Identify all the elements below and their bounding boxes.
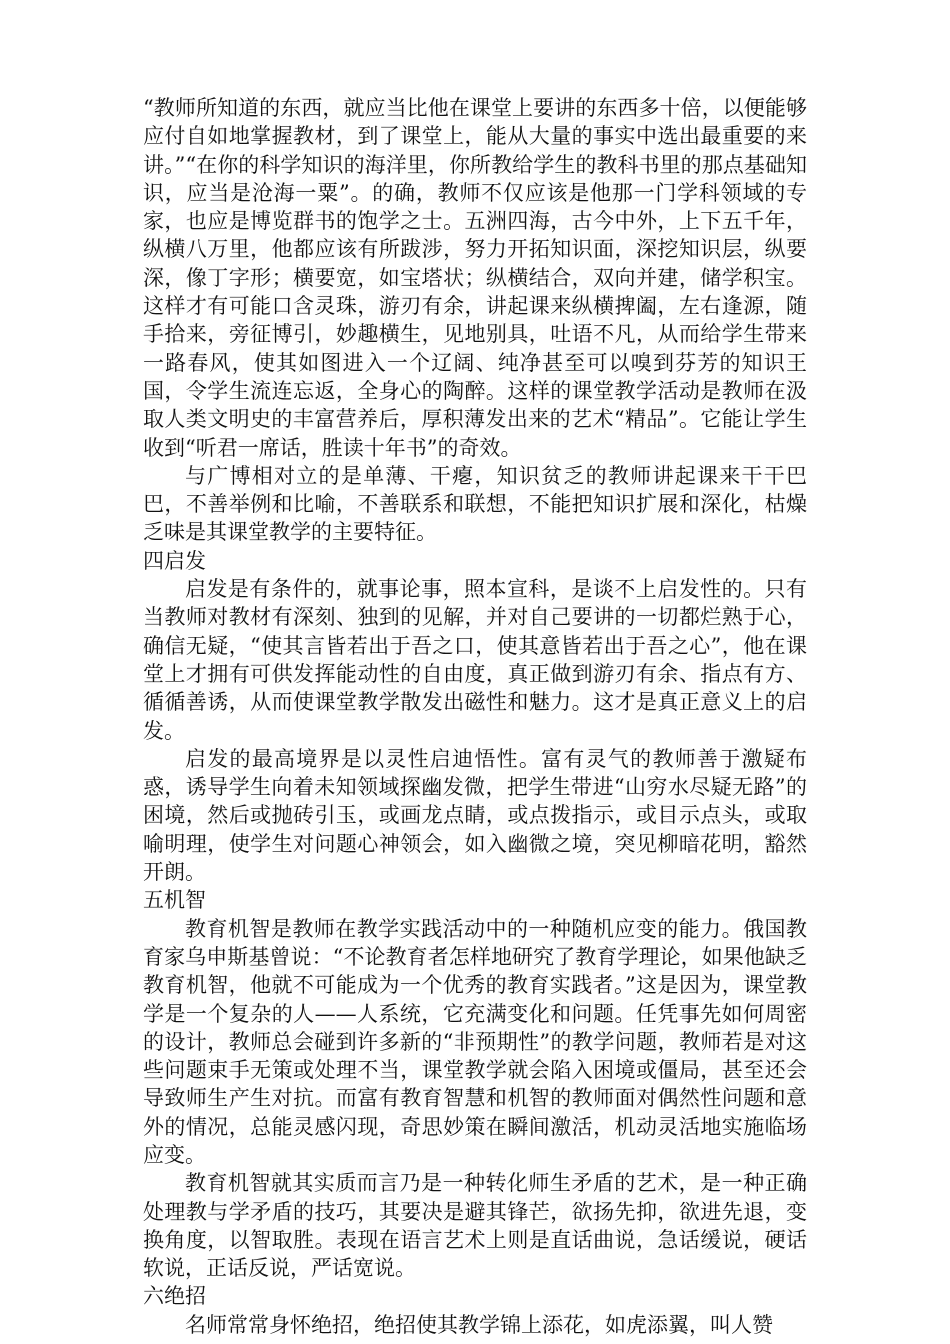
paragraph-wit-definition: 教育机智是教师在教学实践活动中的一种随机应变的能力。俄国教育家乌申斯基曾说：“不论教育者怎样地研究了教育学理论，如果他缺乏教育机智，他就不可能成为一个优秀的教育实践者。”这是因为，课堂教学是一个复杂的人——人系统，它充满变化和问题。任凭事先如何周密的设计，教师总会碰到许多新的“非预期性”的教学问题，教师若是对这些问题束手无策或处理不当，课堂教学就会陷入困境或僵局，甚至还会导致师生产生对抗。而富有教育智慧和机智的教师面对偶然性问题和意外的情况，总能灵感闪现，奇思妙策在瞬间激活，机动灵活地实施临场应变。 [143,916,807,1167]
paragraph-wit-essence: 教育机智就其实质而言乃是一种转化师生矛盾的艺术，是一种正确处理教与学矛盾的技巧，其要决是避其锋芒，欲扬先抑，欲进先退，变换角度，以智取胜。表现在语言艺术上则是直话曲说，急话缓说，硬话软说，正话反说，严话宽说。 [143,1171,807,1281]
section-heading-wit: 五机智 [143,888,206,913]
document-page [143,94,807,1339]
paragraph-inspiration-conditions: 启发是有条件的，就事论事，照本宣科，是谈不上启发性的。只有当教师对教材有深刻、独到的见解，并对自己要讲的一切都烂熟于心，确信无疑，“使其言皆若出于吾之口，使其意皆若出于吾之心”，他在课堂上才拥有可供发挥能动性的自由度，真正做到游刃有余、指点有方、循循善诱，从而使课堂教学散发出磁性和魅力。这才是真正意义上的启发。 [143,577,807,743]
section-heading-inspiration: 四启发 [143,548,206,573]
paragraph-inspiration-highest: 启发的最高境界是以灵性启迪悟性。富有灵气的教师善于激疑布惑，诱导学生向着未知领域探幽发微，把学生带进“山穷水尽疑无路”的困境，然后或抛砖引玉，或画龙点睛，或点拨指示，或目示点头，或取喻明理，使学生对问题心神领会，如入幽微之境，突见柳暗花明，豁然开朗。 [143,746,807,885]
paragraph-intro: “教师所知道的东西，就应当比他在课堂上要讲的东西多十倍，以便能够应付自如地掌握教材，到了课堂上，能从大量的事实中选出最重要的来讲。”“在你的科学知识的海洋里，你所教给学生的教科书里的那点基础知识，应当是沧海一粟”。的确，教师不仅应该是他那一门学科领域的专家，也应是博览群书的饱学之士。五洲四海，古今中外，上下五千年，纵横八万里，他都应该有所跋涉，努力开拓知识面，深挖知识层，纵要深，像丁字形；横要宽，如宝塔状；纵横结合，双向并建，储学积宝。这样才有可能口含灵珠，游刃有余，讲起课来纵横捭阖，左右逢源，随手拾来，旁征博引，妙趣横生，见地别具，吐语不凡，从而给学生带来一路春风，使其如图进入一个辽阔、纯净甚至可以嗅到芬芳的知识王国，令学生流连忘返，全身心的陶醉。这样的课堂教学活动是教师在汲取人类文明史的丰富营养后，厚积薄发出来的艺术“精品”。它能让学生收到“听君一席话，胜读十年书”的奇效。 [143,96,807,460]
paragraph-tricks: 名师常常身怀绝招，绝招使其教学锦上添花，如虎添翼，叫人赞 [185,1312,773,1337]
paragraph-contrast: 与广博相对立的是单薄、干瘪，知识贫乏的教师讲起课来干干巴巴，不善举例和比喻，不善联系和联想，不能把知识扩展和深化，枯燥乏味是其课堂教学的主要特征。 [143,463,807,545]
section-heading-tricks: 六绝招 [143,1284,206,1309]
